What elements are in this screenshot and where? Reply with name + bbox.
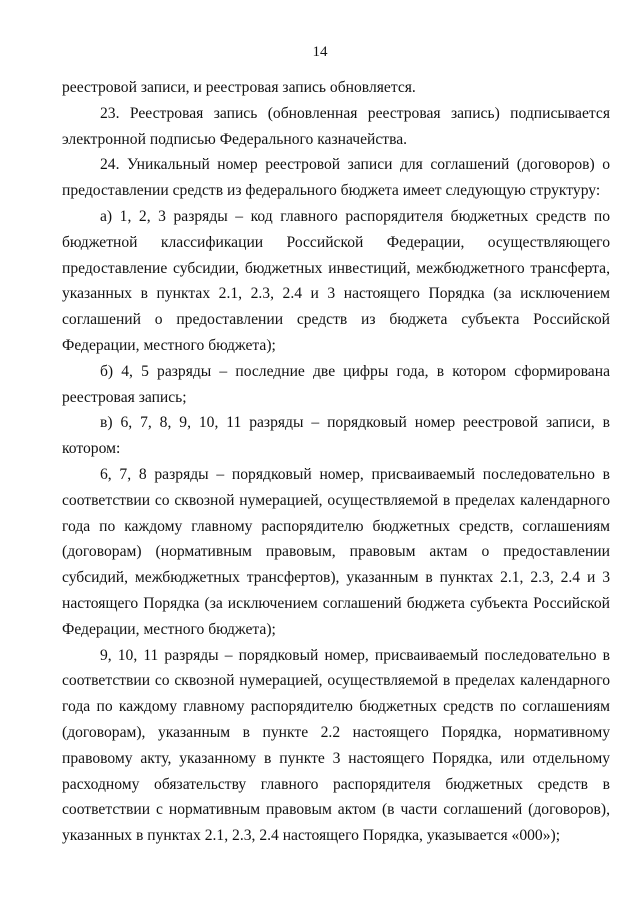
subparagraph-v: в) 6, 7, 8, 9, 10, 11 разряды – порядковый номер реестровой записи, в котором: (62, 414, 610, 458)
page-number: 14 (312, 44, 328, 60)
subparagraph-a: а) 1, 2, 3 разряды – код главного распорядителя бюджетных средств по бюджетной классификации Российской Федерации, осуществляющего предоставление субсидии, бюджетных инвестиций, межбюджетного трансферта, указанных в пунктах 2.1, 2.3, 2.4 и 3 настоящего Порядка (за исключением соглашений о предоставлении средств из бюджета субъекта Российской Федерации, местного бюджета); (62, 207, 610, 354)
digits-9-10-11-paragraph: 9, 10, 11 разряды – порядковый номер, присваиваемый последовательно в соответствии со сквозной нумерацией, осуществляемой в пределах календарного года по каждому главному распорядителю бюджетных средств по соглашениям (договорам), указанным в пункте 2.2 настоящего Порядка, нормативному правовому акту, указанному в пункте 3 настоящего Порядка, или отдельному расходному обязательству главного распорядителя бюджетных средств в соответствии с нормативным правовым актом (в части соглашений (договоров), указанных в пунктах 2.1, 2.3, 2.4 настоящего Порядка, указывается «000»); (62, 646, 610, 845)
subparagraph-b: б) 4, 5 разряды – последние две цифры года, в котором сформирована реестровая запись; (62, 362, 610, 406)
paragraph-23: 23. Реестровая запись (обновленная реестровая запись) подписывается электронной подписью Федерального казначейства. (62, 104, 610, 148)
paragraph-continuation: реестровой записи, и реестровая запись обновляется. (62, 79, 416, 96)
paragraph-24: 24. Уникальный номер реестровой записи для соглашений (договоров) о предоставлении средств из федерального бюджета имеет следующую структуру: (62, 156, 610, 200)
document-body (62, 75, 610, 849)
digits-6-7-8-paragraph: 6, 7, 8 разряды – порядковый номер, присваиваемый последовательно в соответствии со сквозной нумерацией, осуществляемой в пределах календарного года по каждому главному распорядителю бюджетных средств, соглашениям (договорам) (нормативным правовым, правовым актам о предоставлении субсидий, межбюджетных трансфертов), указанным в пунктах 2.1, 2.3, 2.4 и 3 настоящего Порядка (за исключением соглашений бюджета субъекта Российской Федерации, местного бюджета); (62, 465, 610, 638)
